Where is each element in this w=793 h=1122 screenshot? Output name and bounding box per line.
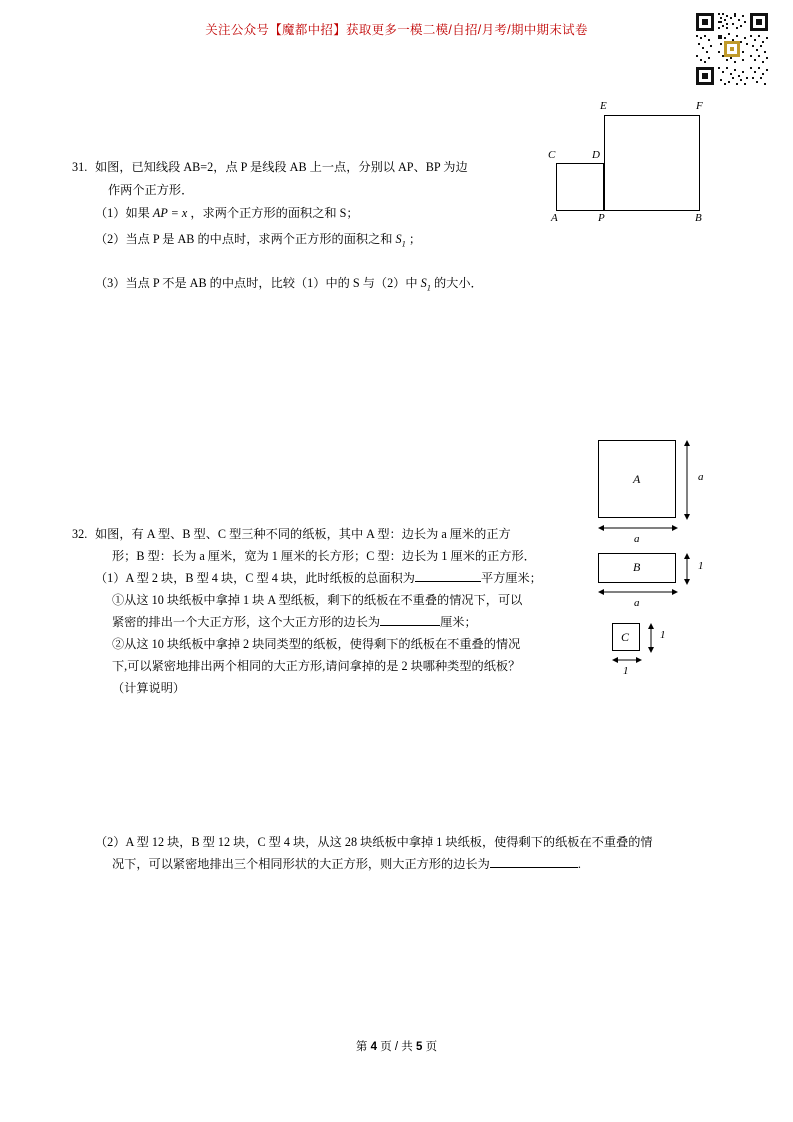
cardboard-C-letter: C [621,630,630,644]
problem-31-s1-a: $S_1$ [395,232,406,249]
figure1-label-F: F [696,100,703,112]
footer-current-page: 4 [370,1041,377,1053]
footer-total-pages: 5 [415,1041,423,1053]
problem-32-line-8: （计算说明） [112,681,186,695]
problem-32-part2-pre: 况下，可以紧密地排出三个相同形状的大正方形，则大正方形的边长为 [112,857,490,871]
problem-31-line-1: 如图，已知线段 AB=2，点 P 是线段 AB 上一点，分别以 AP、BP 为边 [95,160,468,174]
problem-31-line-2: 作两个正方形． [108,183,194,197]
problem-32-line-1: 如图，有 A 型、B 型、C 型三种不同的纸板，其中 A 型：边长为 a 厘米的正方 [95,527,511,541]
problem-31-number: 31. [72,160,88,174]
problem-31-part1-text: （1）如果 [95,206,153,220]
problem-32-line-7: 下,可以紧密地排出两个相同的大正方形,请问拿掉的是 2 块哪种类型的纸板？ [112,659,521,673]
cardboard-A-bottom-label: a [634,533,640,545]
figure1-label-B: B [695,212,702,224]
problem-32-blank-3 [490,854,578,868]
problem-32-number: 32. [72,527,88,541]
problem-32-line-4: ①从这 10 块纸板中拿掉 1 块 A 型纸板，剩下的纸板在不重叠的情况下，可以 [112,593,523,607]
problem-32-blank-1 [415,568,481,582]
cardboard-B-letter: B [633,560,641,574]
footer-middle: 页 / 共 [377,1041,416,1053]
qr-code [693,10,771,88]
problem-31-ap-x: AP = x [152,206,188,220]
cardboard-C-side-label: 1 [660,629,666,641]
problem-31-part3-text: （3）当点 P 不是 AB 的中点时，比较（1）中的 S 与（2）中 [95,276,421,290]
cardboard-C-side-dim [642,623,660,653]
cardboard-B-side-dim [678,553,696,585]
problem-31-s1-b: $S_1$ [420,276,431,293]
cardboard-B-bottom-label: a [634,597,640,609]
figure1-label-D: D [592,149,600,161]
problem-32-part1-pre: （1）A 型 2 块，B 型 4 块，C 型 4 块，此时纸板的总面积为 [95,571,415,585]
footer-prefix: 第 [355,1041,371,1053]
small-square-CDPA [556,163,604,211]
problem-32-line-2: 形；B 型：长为 a 厘米，宽为 1 厘米的长方形；C 型：边长为 1 厘米的正方形． [112,549,536,563]
problem-31-part2-text: （2）当点 P 是 AB 的中点时，求两个正方形的面积之和 [95,232,396,246]
footer-suffix: 页 [422,1041,438,1053]
problem-31-line-3 [95,201,359,226]
page-footer [0,1038,793,1054]
problem-31-line-4 [95,227,421,256]
figure1-label-P: P [598,212,605,224]
problem-32-part2-post: . [577,857,581,871]
problem-32-sub1-post: 厘米； [440,615,477,629]
figure1-label-A: A [551,212,558,224]
cardboard-A-side-label: a [698,471,704,483]
squares-on-segment-figure [548,100,728,225]
cardboard-A-side-dim [678,440,696,520]
problem-32-part1-post: 平方厘米； [480,571,542,585]
figure1-label-E: E [600,100,607,112]
problem-31-part1-tail: ，求两个正方形的面积之和 S； [187,206,359,220]
problem-32-line-6: ②从这 10 块纸板中拿掉 2 块同类型的纸板，使得剩下的纸板在不重叠的情况 [112,637,521,651]
cardboard-types-figure [590,435,770,677]
big-square-EFBP [604,115,700,211]
cardboard-A-letter: A [633,472,641,486]
problem-32-blank-2 [380,612,440,626]
problem-31-part3-tail: 的大小． [430,276,483,290]
cardboard-B-side-label: 1 [698,560,704,572]
cardboard-C-bottom-label: 1 [623,665,629,677]
promo-banner: 关注公众号【魔都中招】获取更多一模二模/自招/月考/期中期末试卷 [205,23,588,37]
problem-31-line-5 [95,271,483,300]
figure1-label-C: C [548,149,556,161]
problem-31-part2-tail: ； [405,232,422,246]
problem-32-sub1-pre: 紧密的排出一个大正方形，这个大正方形的边长为 [112,615,381,629]
problem-32-line-9: （2）A 型 12 块，B 型 12 块，C 型 4 块，从这 28 块纸板中拿掉 1 块纸板，使得剩下的纸板在不重叠的情 [95,835,653,849]
problem-32-line-10 [112,852,581,877]
